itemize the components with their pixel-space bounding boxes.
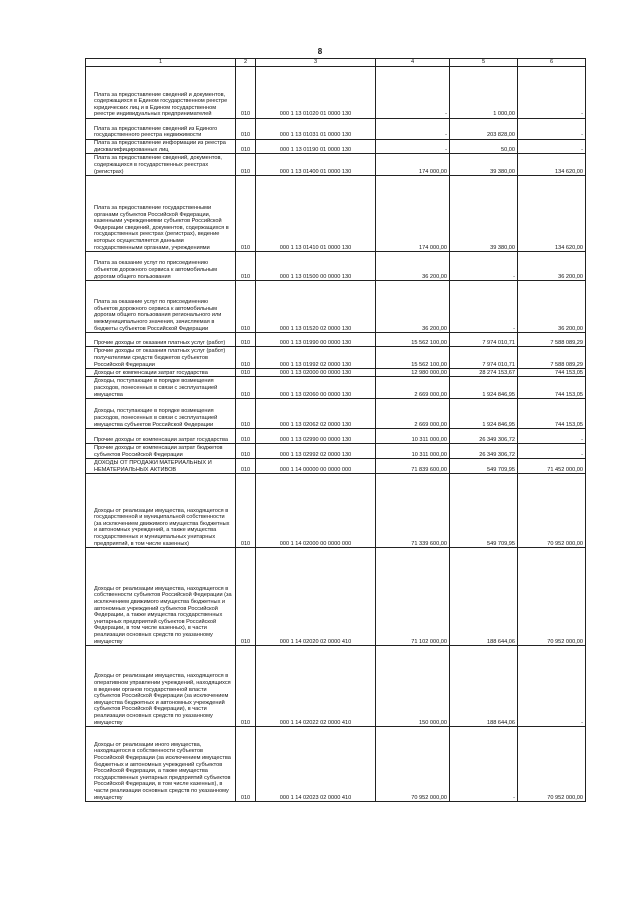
row-kbk-cell: 000 1 13 02990 00 0000 130 xyxy=(256,429,376,444)
table-row xyxy=(86,369,586,377)
row-approved-cell: 10 311 000,00 xyxy=(376,444,450,459)
row-code-cell: 010 xyxy=(236,154,256,176)
row-unexecuted-cell: 70 952 000,00 xyxy=(518,474,586,548)
row-code-cell: 010 xyxy=(236,377,256,399)
row-unexecuted-cell: - xyxy=(518,119,586,140)
row-unexecuted-cell: - xyxy=(518,67,586,119)
row-code-cell: 010 xyxy=(236,399,256,429)
row-unexecuted-cell: 134 620,00 xyxy=(518,176,586,252)
row-unexecuted-cell: 70 952 000,00 xyxy=(518,727,586,802)
row-kbk-cell: 000 1 14 00000 00 0000 000 xyxy=(256,459,376,474)
header-col-3: 3 xyxy=(256,59,376,67)
table-row xyxy=(86,67,586,119)
row-name-cell: Доходы от реализации имущества, находящегося в оперативном управлении учреждений, находящихся в ведении органов государственной власти субъектов Российской Федерации (за исключением имущества бюджетных и автономных учреждений субъектов Российской Федерации), в части реализации основных средств по указанному имуществу xyxy=(86,646,236,727)
row-name-cell: Доходы от реализации иного имущества, находящегося в собственности субъектов Российской Федерации (за исключением имущества бюджетных и автономных учреждений субъектов Российской Федерации, а также имущества государственных унитарных предприятий субъектов Российской Федерации, в том числе казенных), в части реализации основных средств по указанному имуществу xyxy=(86,727,236,802)
row-kbk-cell: 000 1 13 01190 01 0000 130 xyxy=(256,140,376,154)
header-col-1: 1 xyxy=(86,59,236,67)
row-code-cell: 010 xyxy=(236,119,256,140)
row-kbk-cell: 000 1 13 01520 02 0000 130 xyxy=(256,281,376,333)
row-kbk-cell: 000 1 13 02000 00 0000 130 xyxy=(256,369,376,377)
row-approved-cell: 12 980 000,00 xyxy=(376,369,450,377)
table-row xyxy=(86,399,586,429)
table-row xyxy=(86,347,586,369)
row-kbk-cell: 000 1 13 02062 02 0000 130 xyxy=(256,399,376,429)
row-executed-cell: 28 274 153,67 xyxy=(450,369,518,377)
row-executed-cell: 26 349 306,72 xyxy=(450,444,518,459)
row-name-cell: Прочие доходы от компенсации затрат бюджетов субъектов Российской Федерации xyxy=(86,444,236,459)
revenue-table xyxy=(85,58,586,802)
row-code-cell: 010 xyxy=(236,281,256,333)
row-approved-cell: 36 200,00 xyxy=(376,281,450,333)
row-kbk-cell: 000 1 13 02992 02 0000 130 xyxy=(256,444,376,459)
row-code-cell: 010 xyxy=(236,646,256,727)
row-executed-cell: 549 709,95 xyxy=(450,459,518,474)
row-name-cell: Плата за оказание услуг по присоединению объектов дорожного сервиса к автомобильным дорогам общего пользования xyxy=(86,252,236,281)
row-approved-cell: 71 339 600,00 xyxy=(376,474,450,548)
table-row xyxy=(86,140,586,154)
table-row xyxy=(86,727,586,802)
row-approved-cell: 150 000,00 xyxy=(376,646,450,727)
row-kbk-cell: 000 1 13 01500 00 0000 130 xyxy=(256,252,376,281)
table-row xyxy=(86,474,586,548)
table-row xyxy=(86,429,586,444)
row-executed-cell: 1 924 846,95 xyxy=(450,377,518,399)
row-name-cell: ДОХОДЫ ОТ ПРОДАЖИ МАТЕРИАЛЬНЫХ И НЕМАТЕРИАЛЬНЫХ АКТИВОВ xyxy=(86,459,236,474)
row-executed-cell: 39 380,00 xyxy=(450,154,518,176)
row-kbk-cell: 000 1 13 01020 01 0000 130 xyxy=(256,67,376,119)
row-executed-cell: - xyxy=(450,727,518,802)
header-col-2: 2 xyxy=(236,59,256,67)
row-code-cell: 010 xyxy=(236,347,256,369)
row-name-cell: Доходы от компенсации затрат государства xyxy=(86,369,236,377)
table-row xyxy=(86,281,586,333)
table-row xyxy=(86,444,586,459)
row-executed-cell: 7 974 010,71 xyxy=(450,333,518,347)
row-code-cell: 010 xyxy=(236,727,256,802)
table-row xyxy=(86,154,586,176)
row-unexecuted-cell: - xyxy=(518,140,586,154)
row-approved-cell: 10 311 000,00 xyxy=(376,429,450,444)
row-approved-cell: 15 562 100,00 xyxy=(376,347,450,369)
row-kbk-cell: 000 1 14 02022 02 0000 410 xyxy=(256,646,376,727)
row-executed-cell: 1 924 846,95 xyxy=(450,399,518,429)
row-approved-cell: - xyxy=(376,119,450,140)
table-row xyxy=(86,646,586,727)
row-executed-cell: 203 828,00 xyxy=(450,119,518,140)
row-executed-cell: 1 000,00 xyxy=(450,67,518,119)
row-code-cell: 010 xyxy=(236,369,256,377)
row-executed-cell: 7 974 010,71 xyxy=(450,347,518,369)
row-name-cell: Плата за предоставление государственными органами субъектов Российской Федерации, казенными учреждениями субъектов Российской Федерации сведений, документов, содержащихся в государственных реестрах (регистрах), ведение которых осуществляется данными государственными органами, учреждениями xyxy=(86,176,236,252)
table-row xyxy=(86,548,586,646)
row-approved-cell: 36 200,00 xyxy=(376,252,450,281)
row-approved-cell: 174 000,00 xyxy=(376,154,450,176)
row-unexecuted-cell: 36 200,00 xyxy=(518,281,586,333)
row-unexecuted-cell: 744 153,05 xyxy=(518,369,586,377)
table-row xyxy=(86,333,586,347)
row-code-cell: 010 xyxy=(236,176,256,252)
row-executed-cell: - xyxy=(450,281,518,333)
row-code-cell: 010 xyxy=(236,67,256,119)
row-code-cell: 010 xyxy=(236,548,256,646)
row-approved-cell: 71 102 000,00 xyxy=(376,548,450,646)
row-executed-cell: 188 644,06 xyxy=(450,548,518,646)
header-col-5: 5 xyxy=(450,59,518,67)
row-name-cell: Плата за предоставление сведений, документов, содержащихся в государственных реестрах (регистрах) xyxy=(86,154,236,176)
row-approved-cell: 15 562 100,00 xyxy=(376,333,450,347)
row-approved-cell: 174 000,00 xyxy=(376,176,450,252)
row-code-cell: 010 xyxy=(236,474,256,548)
row-kbk-cell: 000 1 14 02020 02 0000 410 xyxy=(256,548,376,646)
table-body xyxy=(86,67,586,802)
header-col-6: 6 xyxy=(518,59,586,67)
row-code-cell: 010 xyxy=(236,459,256,474)
row-approved-cell: 71 839 600,00 xyxy=(376,459,450,474)
table-row xyxy=(86,252,586,281)
row-name-cell: Прочие доходы от оказания платных услуг (работ) получателями средств бюджетов субъектов Российской Федерации xyxy=(86,347,236,369)
row-unexecuted-cell: 70 952 000,00 xyxy=(518,548,586,646)
row-unexecuted-cell: 71 452 000,00 xyxy=(518,459,586,474)
row-unexecuted-cell: 744 153,05 xyxy=(518,399,586,429)
table-row xyxy=(86,119,586,140)
row-kbk-cell: 000 1 13 01992 02 0000 130 xyxy=(256,347,376,369)
page-number: 8 xyxy=(317,47,323,56)
row-kbk-cell: 000 1 13 01031 01 0000 130 xyxy=(256,119,376,140)
row-name-cell: Прочие доходы от компенсации затрат государства xyxy=(86,429,236,444)
row-name-cell: Плата за оказание услуг по присоединению объектов дорожного сервиса к автомобильным дорогам общего пользования регионального или межмуниципального значения, зачисляемая в бюджеты субъектов Российской Федерации xyxy=(86,281,236,333)
row-unexecuted-cell: 7 588 089,29 xyxy=(518,347,586,369)
row-unexecuted-cell: - xyxy=(518,646,586,727)
row-kbk-cell: 000 1 13 01410 01 0000 130 xyxy=(256,176,376,252)
row-name-cell: Доходы от реализации имущества, находящегося в собственности субъектов Российской Федерации (за исключением движимого имущества бюджетных и автономных учреждений субъектов Российской Федерации, а также имущества государственных унитарных предприятий субъектов Российской Федерации, в том числе казенных), в части реализации основных средств по указанному имуществу xyxy=(86,548,236,646)
row-name-cell: Плата за предоставление сведений и документов, содержащихся в Едином государственном реестре юридических лиц и в Едином государственном реестре индивидуальных предпринимателей xyxy=(86,67,236,119)
row-unexecuted-cell: - xyxy=(518,429,586,444)
row-unexecuted-cell: - xyxy=(518,444,586,459)
row-kbk-cell: 000 1 13 02060 00 0000 130 xyxy=(256,377,376,399)
row-approved-cell: - xyxy=(376,67,450,119)
row-kbk-cell: 000 1 13 01990 00 0000 130 xyxy=(256,333,376,347)
row-kbk-cell: 000 1 14 02000 00 0000 000 xyxy=(256,474,376,548)
row-executed-cell: - xyxy=(450,252,518,281)
row-approved-cell: 70 952 000,00 xyxy=(376,727,450,802)
row-unexecuted-cell: 744 153,05 xyxy=(518,377,586,399)
row-name-cell: Плата за предоставление информации из реестра дисквалифицированных лиц xyxy=(86,140,236,154)
row-unexecuted-cell: 36 200,00 xyxy=(518,252,586,281)
table-row xyxy=(86,459,586,474)
row-code-cell: 010 xyxy=(236,444,256,459)
header-col-4: 4 xyxy=(376,59,450,67)
row-executed-cell: 39 380,00 xyxy=(450,176,518,252)
row-code-cell: 010 xyxy=(236,333,256,347)
row-name-cell: Доходы, поступающие в порядке возмещения расходов, понесенных в связи с эксплуатацией имущества субъектов Российской Федерации xyxy=(86,399,236,429)
row-executed-cell: 50,00 xyxy=(450,140,518,154)
row-code-cell: 010 xyxy=(236,140,256,154)
row-name-cell: Плата за предоставление сведений из Единого государственного реестра недвижимости xyxy=(86,119,236,140)
table-header-row xyxy=(86,59,586,67)
table-row xyxy=(86,176,586,252)
row-executed-cell: 26 349 306,72 xyxy=(450,429,518,444)
row-name-cell: Доходы, поступающие в порядке возмещения расходов, понесенных в связи с эксплуатацией имущества xyxy=(86,377,236,399)
row-executed-cell: 549 709,95 xyxy=(450,474,518,548)
row-approved-cell: 2 669 000,00 xyxy=(376,399,450,429)
row-name-cell: Доходы от реализации имущества, находящегося в государственной и муниципальной собственности (за исключением движимого имущества бюджетных и автономных учреждений, а также имущества государственных и муниципальных унитарных предприятий, в том числе казенных) xyxy=(86,474,236,548)
row-code-cell: 010 xyxy=(236,429,256,444)
row-approved-cell: 2 669 000,00 xyxy=(376,377,450,399)
row-executed-cell: 188 644,06 xyxy=(450,646,518,727)
row-approved-cell: - xyxy=(376,140,450,154)
row-name-cell: Прочие доходы от оказания платных услуг (работ) xyxy=(86,333,236,347)
row-kbk-cell: 000 1 13 01400 01 0000 130 xyxy=(256,154,376,176)
row-unexecuted-cell: 134 620,00 xyxy=(518,154,586,176)
row-code-cell: 010 xyxy=(236,252,256,281)
row-kbk-cell: 000 1 14 02023 02 0000 410 xyxy=(256,727,376,802)
row-unexecuted-cell: 7 588 089,29 xyxy=(518,333,586,347)
table-row xyxy=(86,377,586,399)
